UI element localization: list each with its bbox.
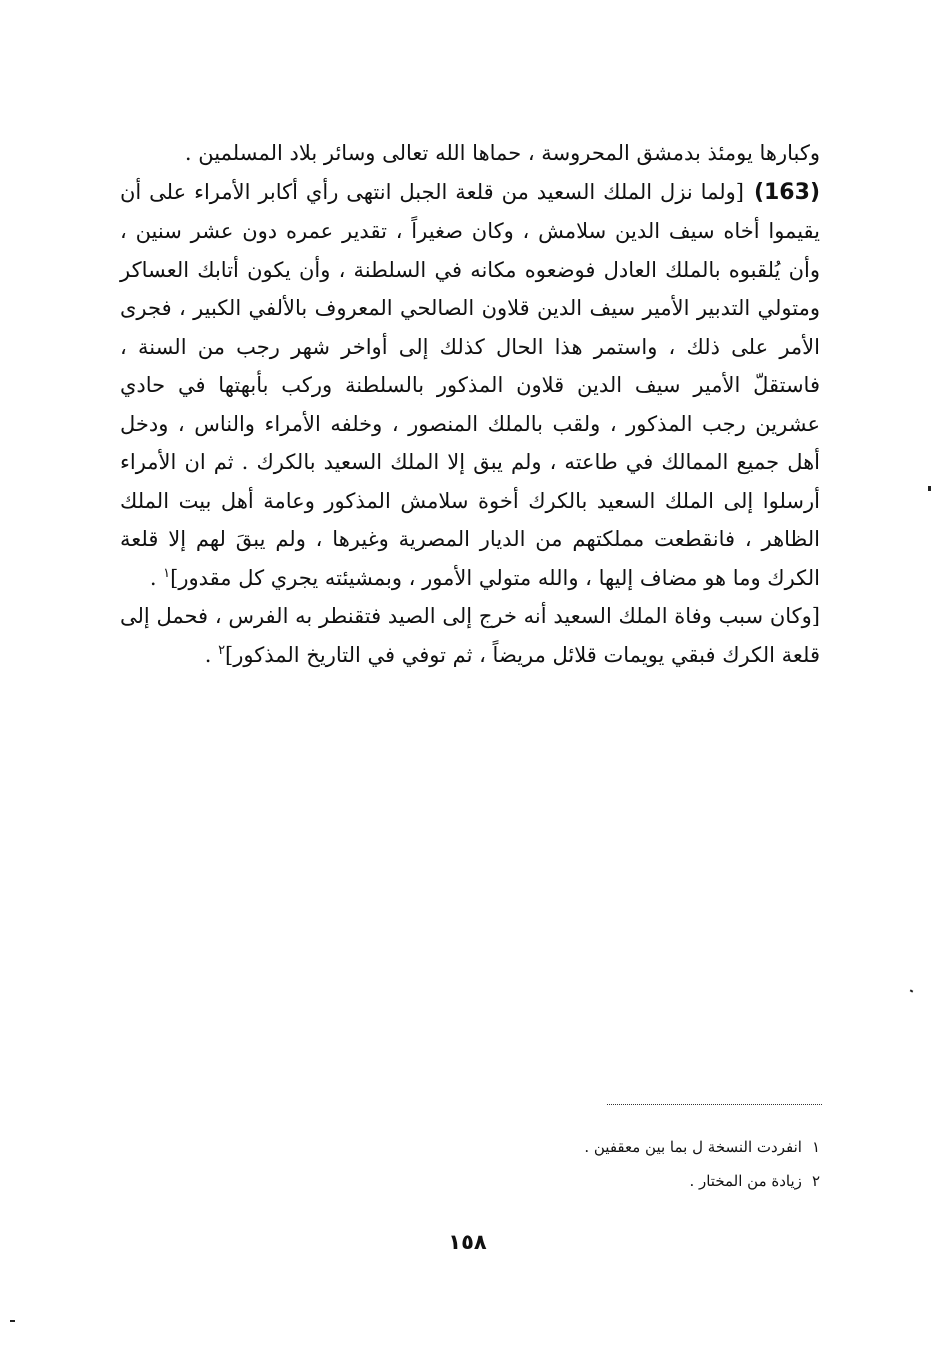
paragraph-number: (163) <box>753 179 820 205</box>
scan-speck <box>910 989 914 992</box>
paragraph-1-text: وكبارها يومئذ بدمشق المحروسة ، حماها الله تعالى وسائر بلاد المسلمين . <box>184 141 820 165</box>
footnote-ref-1: ١ <box>163 565 171 581</box>
footnote-text: انفردت النسخة ل بما بين معقفين . <box>584 1138 802 1156</box>
main-text <box>120 134 820 674</box>
page-number: ١٥٨ <box>448 1230 487 1254</box>
footnote-ref-2: ٢ <box>218 642 226 658</box>
paragraph-continuation <box>120 134 820 173</box>
paragraph-3-end: . <box>204 642 219 667</box>
paragraph-2-text: [ولما نزل الملك السعيد من قلعة الجبل انتهى رأي أكابر الأمراء على أن يقيموا أخاه سيف الدين سلامش ، وكان صغيراً ، تقدير عمره دون عشر سنين ، وأن يُلقبوه بالملك العادل فوضعوه مكانه في السلطنة ، وأن يكون أتابك العساكر ومتولي التدبير الأمير سيف الدين قلاون الصالحي المعروف بالألفي الكبير ، فجرى الأمر على ذلك ، واستمر هذا الحال كذلك إلى أواخر شهر رجب من السنة ، فاستقلّ الأمير سيف الدين قلاون المذكور بالسلطنة وركب بأبهتها في حادي عشرين رجب المذكور ، ولقب بالملك المنصور ، وخلفه الأمراء والناس ، ودخل أهل جميع الممالك في طاعته ، ولم يبق إلا الملك السعيد بالكرك . ثم ان الأمراء أرسلوا إلى الملك السعيد بالكرك أخوة سلامش المذكور وعامة أهل بيت الملك الظاهر ، فانقطعت مملكتهم من الديار المصرية وغيرها ، ولم يبقَ لهم إلا قلعة الكرك وما هو مضاف إليها ، والله متولي الأمور ، وبمشيئته يجري كل مقدور] <box>120 179 821 590</box>
footnotes <box>420 1130 820 1198</box>
footnote-2 <box>420 1164 820 1198</box>
paragraph-163 <box>120 173 820 598</box>
footnote-text: زيادة من المختار . <box>689 1172 802 1190</box>
paragraph-2-end: . <box>149 565 164 590</box>
paragraph-death-cause <box>120 597 820 674</box>
footnote-number: ٢ <box>811 1172 820 1190</box>
scan-speck <box>10 1320 15 1322</box>
footnote-separator <box>607 1104 822 1105</box>
scan-speck <box>928 486 931 491</box>
paragraph-3-text: [وكان سبب وفاة الملك السعيد أنه خرج إلى الصيد فتقنطر به الفرس ، فحمل إلى قلعة الكرك فبقي يويمات قلائل مريضاً ، ثم توفي في التاريخ المذكور] <box>120 604 820 667</box>
footnote-number: ١ <box>811 1138 820 1156</box>
footnote-1 <box>420 1130 820 1164</box>
